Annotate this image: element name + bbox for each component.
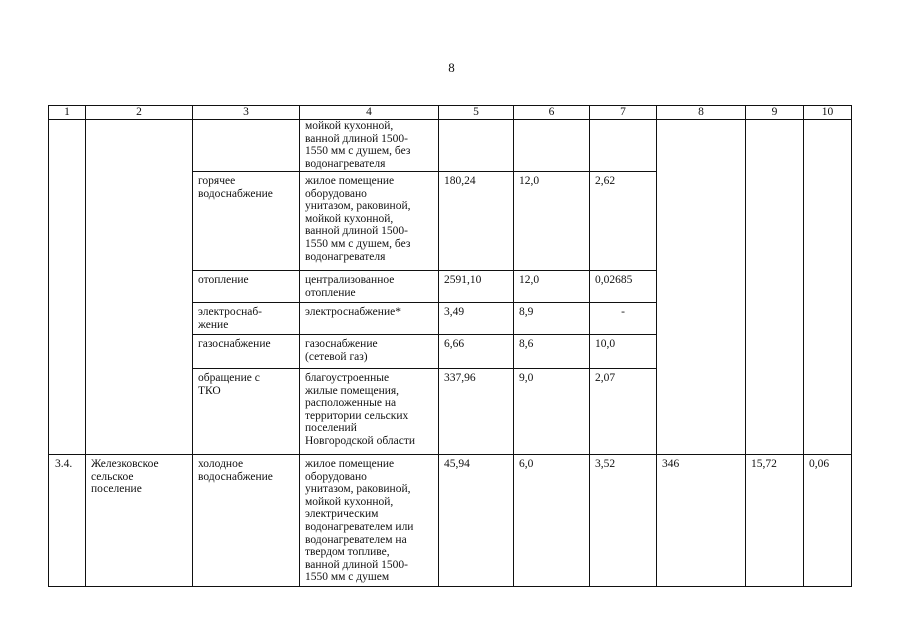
header-row [49, 106, 852, 120]
cell-c8: 346 [657, 455, 746, 587]
header-col-6: 6 [514, 106, 590, 120]
cell-utility: электроснаб- жение [193, 303, 300, 335]
cell-c10: 0,06 [804, 455, 852, 587]
cell-c5: 45,94 [439, 455, 514, 587]
cell-c6: 9,0 [514, 369, 590, 455]
cell-utility: холодное водоснабжение [193, 455, 300, 587]
header-col-7: 7 [590, 106, 657, 120]
cell-condition: благоустроенные жилые помещения, расположенные на территории сельских поселений Новгородской области [300, 369, 439, 455]
cell-condition: жилое помещение оборудовано унитазом, раковиной, мойкой кухонной, электрическим водонагревателем или водонагревателем на твердом топливе, ванной длиной 1500- 1550 мм с душем [300, 455, 439, 587]
cell-c5: 3,49 [439, 303, 514, 335]
tariff-table [48, 105, 852, 587]
header-col-9: 9 [746, 106, 804, 120]
cell-empty-col2 [86, 120, 193, 455]
cell-condition: мойкой кухонной, ванной длиной 1500- 1550 мм с душем, без водонагревателя [300, 120, 439, 172]
cell-c5: 6,66 [439, 335, 514, 369]
header-col-8: 8 [657, 106, 746, 120]
cell-utility: газоснабжение [193, 335, 300, 369]
page-number: 8 [448, 60, 455, 75]
cell-utility: горячее водоснабжение [193, 172, 300, 271]
table-row [49, 120, 852, 172]
cell-empty-col8 [657, 120, 746, 455]
cell-utility: обращение с ТКО [193, 369, 300, 455]
cell-c6: 12,0 [514, 271, 590, 303]
cell-c7: 0,02685 [590, 271, 657, 303]
cell-c7: 2,62 [590, 172, 657, 271]
header-col-1: 1 [49, 106, 86, 120]
header-col-10: 10 [804, 106, 852, 120]
cell-condition: жилое помещение оборудовано унитазом, раковиной, мойкой кухонной, ванной длиной 1500- 1550 мм с душем, без водонагревателя [300, 172, 439, 271]
cell-c6: 8,6 [514, 335, 590, 369]
header-col-4: 4 [300, 106, 439, 120]
cell-utility [193, 120, 300, 172]
cell-c6: 6,0 [514, 455, 590, 587]
cell-c5: 337,96 [439, 369, 514, 455]
cell-c7 [590, 120, 657, 172]
table-row [49, 455, 852, 587]
cell-empty-col10 [804, 120, 852, 455]
cell-section-number: 3.4. [49, 455, 86, 587]
cell-c7: 2,07 [590, 369, 657, 455]
cell-c6 [514, 120, 590, 172]
header-col-5: 5 [439, 106, 514, 120]
cell-condition: централизованное отопление [300, 271, 439, 303]
cell-c5 [439, 120, 514, 172]
header-col-3: 3 [193, 106, 300, 120]
cell-c9: 15,72 [746, 455, 804, 587]
cell-c5: 2591,10 [439, 271, 514, 303]
cell-empty-col1 [49, 120, 86, 455]
cell-condition: газоснабжение (сетевой газ) [300, 335, 439, 369]
header-col-2: 2 [86, 106, 193, 120]
cell-c7: 3,52 [590, 455, 657, 587]
cell-c7: 10,0 [590, 335, 657, 369]
cell-settlement: Железковское сельское поселение [86, 455, 193, 587]
cell-condition: электроснабжение* [300, 303, 439, 335]
cell-empty-col9 [746, 120, 804, 455]
cell-c7: - [590, 303, 657, 335]
cell-c6: 12,0 [514, 172, 590, 271]
cell-c5: 180,24 [439, 172, 514, 271]
cell-c6: 8,9 [514, 303, 590, 335]
cell-utility: отопление [193, 271, 300, 303]
